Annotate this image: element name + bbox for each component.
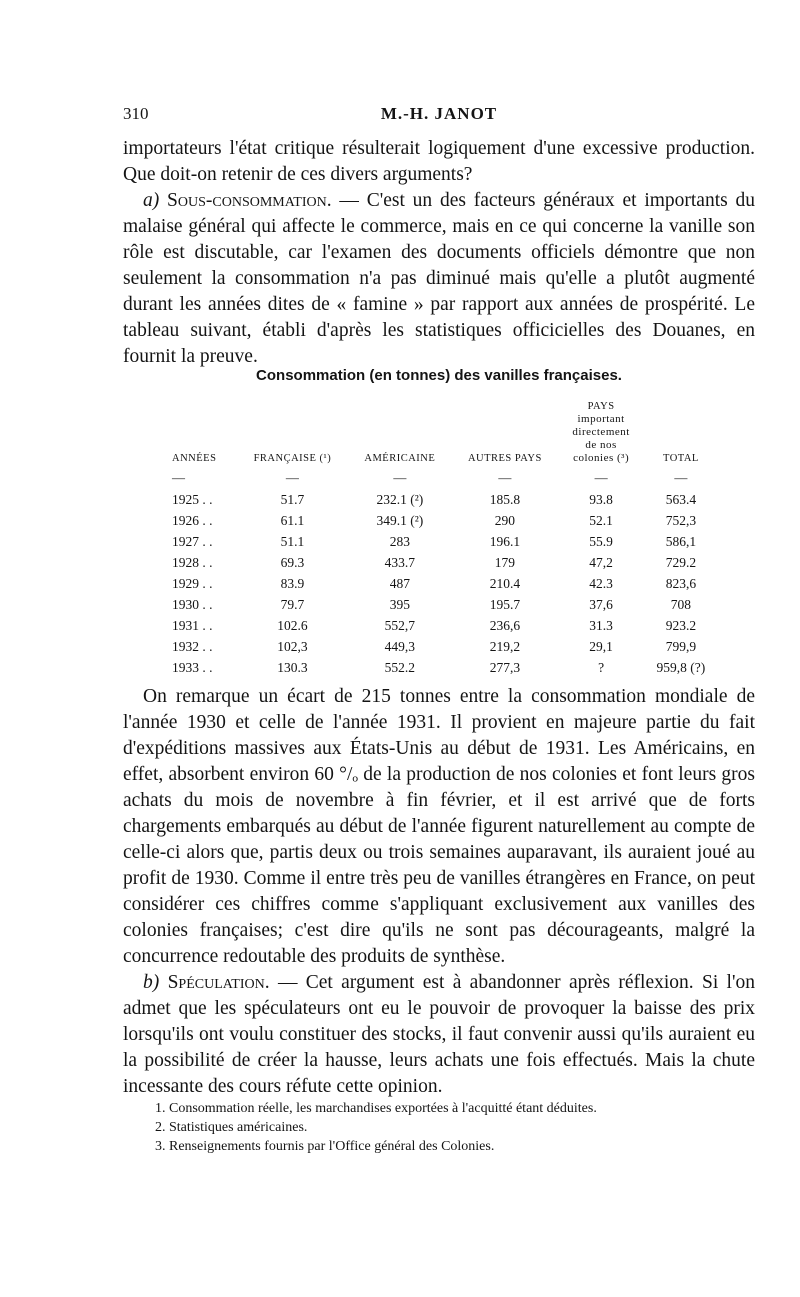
table-header-row: [168, 400, 718, 467]
col-header-pays-line: directement: [572, 426, 630, 438]
page-header: [123, 104, 755, 130]
cell-year: 1927 . .: [172, 533, 213, 549]
cell-year: 1928 . .: [172, 554, 213, 570]
section-b-marker: b): [143, 972, 160, 993]
footnote: 1. Consommation réelle, les marchandises exportées à l'acquitté étant déduites.: [155, 1101, 597, 1116]
table-row: [168, 573, 718, 594]
dash: —: [674, 470, 688, 485]
cell-autres: 179: [494, 554, 516, 570]
cell-pays: 31.3: [589, 617, 613, 633]
cell-year: 1932 . .: [172, 638, 213, 654]
table-row: [168, 531, 718, 552]
cell-pays: 52.1: [589, 512, 613, 528]
section-b-text: — Cet argument est à abandonner après réflexion. Si l'on admet que les spéculateurs ont eu le pouvoir de provoquer la baisse des prix lorsqu'ils ont voulu constituer des stocks, il faut convenir aussi qu'ils auraient eu la possibilité de créer la hausse, leurs achats une fois effectués. Mais la chute incessante des cours réfute cette opinion.: [123, 972, 755, 1097]
cell-total: 729.2: [665, 554, 697, 570]
cell-total: 923.2: [665, 617, 697, 633]
section-a-marker: a): [143, 190, 160, 211]
consumption-table: [168, 400, 718, 678]
table-row: [168, 657, 718, 678]
col-header-total: TOTAL: [662, 453, 699, 464]
footnote: 3. Renseignements fournis par l'Office général des Colonies.: [155, 1139, 495, 1154]
cell-pays: 29,1: [589, 638, 613, 654]
cell-total: 563.4: [665, 491, 697, 507]
cell-pays: ?: [598, 659, 605, 675]
cell-autres: 196.1: [489, 533, 521, 549]
cell-americaine: 487: [389, 575, 410, 591]
cell-pays: 55.9: [589, 533, 613, 549]
footnotes: [155, 1099, 755, 1156]
section-b-heading: Spéculation.: [167, 972, 270, 993]
cell-autres: 185.8: [489, 491, 521, 507]
table-row: [168, 615, 718, 636]
table-row: [168, 594, 718, 615]
cell-americaine: 552.2: [384, 659, 416, 675]
col-header-autres: AUTRES PAYS: [467, 453, 542, 464]
col-header-annee: ANNÉES: [172, 453, 217, 464]
cell-americaine: 349.1 (²): [376, 512, 424, 528]
cell-year: 1933 . .: [172, 659, 213, 675]
cell-total: 752,3: [665, 512, 697, 528]
cell-pays: 93.8: [589, 491, 613, 507]
dash-row: [168, 467, 718, 489]
cell-autres: 210.4: [489, 575, 521, 591]
cell-francaise: 102.6: [277, 617, 308, 633]
table-row: [168, 636, 718, 657]
cell-americaine: 433.7: [384, 554, 416, 570]
cell-americaine: 552,7: [384, 617, 416, 633]
cell-pays: 47,2: [589, 554, 613, 570]
cell-autres: 195.7: [489, 596, 521, 612]
cell-total: 823,6: [665, 575, 697, 591]
cell-francaise: 51.1: [280, 533, 305, 549]
section-b-paragraph: [123, 970, 755, 1100]
col-header-francaise: FRANÇAISE (¹): [253, 453, 332, 464]
col-header-pays-line: important: [577, 413, 625, 425]
col-header-pays-line: PAYS: [587, 401, 615, 412]
cell-pays: 42.3: [589, 575, 613, 591]
cell-americaine: 395: [389, 596, 410, 612]
table-row: [168, 510, 718, 531]
col-header-pays-line: colonies (³): [573, 452, 630, 464]
cell-autres: 236,6: [489, 617, 521, 633]
cell-francaise: 51.7: [280, 491, 305, 507]
footnote: 2. Statistiques américaines.: [155, 1120, 308, 1135]
cell-autres: 219,2: [489, 638, 521, 654]
cell-total: 959,8 (?): [656, 659, 706, 675]
table-row: [168, 489, 718, 510]
cell-autres: 290: [494, 512, 516, 528]
intro-section: [123, 136, 755, 370]
section-a-paragraph: [123, 188, 755, 370]
table-row: [168, 552, 718, 573]
cell-total: 586,1: [665, 533, 697, 549]
dash: —: [393, 470, 407, 485]
cell-americaine: 283: [389, 533, 410, 549]
running-head: M.-H. JANOT: [380, 104, 498, 123]
cell-francaise: 79.7: [280, 596, 305, 612]
table-title: Consommation (en tonnes) des vanilles françaises.: [256, 367, 622, 384]
cell-francaise: 69.3: [280, 554, 305, 570]
cell-year: 1929 . .: [172, 575, 213, 591]
cell-americaine: 449,3: [384, 638, 416, 654]
cell-francaise: 130.3: [277, 659, 308, 675]
dash: —: [498, 470, 512, 485]
cell-francaise: 61.1: [280, 512, 305, 528]
dash: —: [594, 470, 608, 485]
section-a-heading: Sous-consommation.: [167, 190, 332, 211]
cell-total: 799,9: [665, 638, 697, 654]
cell-pays: 37,6: [589, 596, 613, 612]
cell-francaise: 102,3: [277, 638, 308, 654]
intro-paragraph: importateurs l'état critique résulterait logiquement d'une excessive production. Que doit-on retenir de ces divers arguments?: [123, 138, 755, 185]
section-a-text: — C'est un des facteurs généraux et importants du malaise général qui affecte le commerce, mais en ce qui concerne la vanille son rôle est discutable, car l'examen des documents officiels démontre que non seulement la consommation n'a pas diminué mais qu'elle a plutôt augmenté durant les années dites de « famine » par rapport aux années de prospérité. Le tableau suivant, établi d'après les statistiques officicielles des Douanes, en fournit la preuve.: [123, 190, 756, 367]
post-table-section: [123, 684, 755, 1100]
cell-autres: 277,3: [489, 659, 521, 675]
col-header-pays: [558, 400, 643, 467]
col-header-americaine: AMÉRICAINE: [364, 453, 436, 464]
cell-year: 1930 . .: [172, 596, 213, 612]
cell-total: 708: [670, 596, 692, 612]
cell-francaise: 83.9: [280, 575, 305, 591]
page-number: 310: [123, 104, 149, 123]
cell-year: 1931 . .: [172, 617, 213, 633]
col-header-pays-line: de nos: [585, 439, 617, 451]
cell-year: 1926 . .: [172, 512, 213, 528]
analysis-paragraph: On remarque un écart de 215 tonnes entre la consommation mondiale de l'année 1930 et celle de l'année 1931. Il provient en majeure partie du fait d'expéditions massives aux États-Unis au début de 1931. Les Américains, en effet, absorbent environ 60 °/ₒ de la production de nos colonies et font leurs gros achats du mois de novembre à fin février, et il est arrivé que de forts chargements embarqués au début de l'année figurent naturellement au compte de celle-ci alors que, partis deux ou trois semaines auparavant, ils auraient joué au profit de 1930. Comme il entre très peu de vanilles étrangères en France, on peut considérer ces chiffres comme s'appliquant exclusivement aux vanilles des colonies françaises; c'est dire qu'ils ne sont pas décourageants, malgré la concurrence redoutable des produits de synthèse.: [123, 686, 755, 967]
cell-americaine: 232.1 (²): [376, 491, 424, 507]
dash: —: [285, 470, 299, 485]
dash: —: [172, 470, 185, 485]
cell-year: 1925 . .: [172, 491, 213, 507]
